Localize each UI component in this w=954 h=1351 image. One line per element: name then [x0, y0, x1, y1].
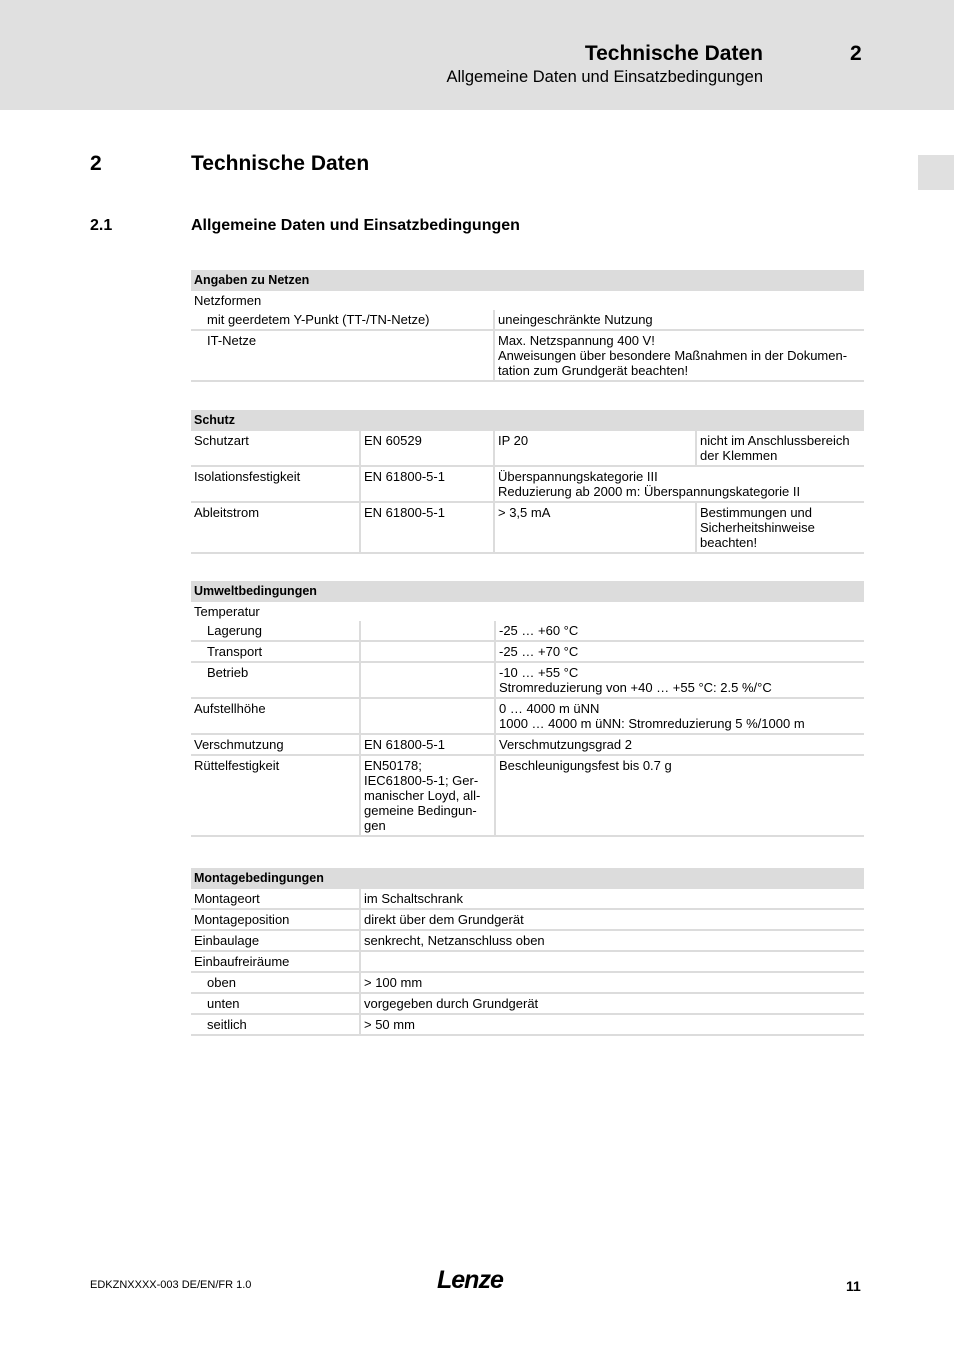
table-row: oben > 100 mm [191, 972, 864, 993]
table-row: unten vorgegeben durch Grundgerät [191, 993, 864, 1014]
section-title: Montagebedingungen [191, 868, 864, 889]
section-title: Angaben zu Netzen [191, 270, 864, 291]
table-row: Lagerung -25 … +60 °C [191, 621, 864, 641]
section-title: Schutz [191, 410, 864, 431]
table-row: Aufstellhöhe 0 … 4000 m üNN 1000 … 4000 m üNN: Stromreduzierung 5 %/1000 m [191, 698, 864, 734]
section-title: Umweltbedingungen [191, 581, 864, 602]
table-row: Montageort im Schaltschrank [191, 889, 864, 909]
table-row: mit geerdetem Y-Punkt (TT-/TN-Netze) uneingeschränkte Nutzung [191, 310, 864, 330]
chapter-side-tab [918, 155, 954, 190]
group-label: Netzformen [194, 293, 262, 308]
table-row: Rüttelfestigkeit EN50178; IEC61800-5-1; Ger- manischer Loyd, all- gemeine Bedingun- gen Beschleunigungsfest bis 0.7 g [191, 755, 864, 836]
table-umwelt [191, 581, 864, 837]
table-netze [191, 270, 864, 382]
heading1-title: Technische Daten [191, 152, 370, 175]
table-row: Betrieb -10 … +55 °C Stromreduzierung von +40 … +55 °C: 2.5 %/°C [191, 662, 864, 698]
page-number: 11 [846, 1278, 861, 1294]
lenze-logo: Lenze [437, 1266, 503, 1294]
table-schutz [191, 410, 864, 554]
footer-document-id: EDKZNXXXX-003 DE/EN/FR 1.0 [90, 1279, 252, 1291]
table-row: Isolationsfestigkeit EN 61800-5-1 Überspannungskategorie III Reduzierung ab 2000 m: Überspannungskategorie II [191, 466, 864, 502]
table-row: IT-Netze Max. Netzspannung 400 V! Anweisungen über besondere Maßnahmen in der Dokumen- tation zum Grundgerät beachten! [191, 330, 864, 381]
table-montage [191, 868, 864, 1036]
heading2-title: Allgemeine Daten und Einsatzbedingungen [191, 217, 520, 234]
heading1-number: 2 [90, 152, 102, 175]
page-header [0, 0, 954, 110]
table-row: seitlich > 50 mm [191, 1014, 864, 1035]
table-row: Ableitstrom EN 61800-5-1 > 3,5 mA Bestimmungen und Sicherheitshinweise beachten! [191, 502, 864, 553]
table-row: Verschmutzung EN 61800-5-1 Verschmutzungsgrad 2 [191, 734, 864, 755]
header-subtitle: Allgemeine Daten und Einsatzbedingungen [446, 68, 763, 86]
table-row: Schutzart EN 60529 IP 20 nicht im Anschlussbereich der Klemmen [191, 431, 864, 466]
table-row: Einbaufreiräume [191, 951, 864, 972]
table-row: Transport -25 … +70 °C [191, 641, 864, 662]
table-row: Einbaulage senkrecht, Netzanschluss oben [191, 930, 864, 951]
header-title: Technische Daten [584, 42, 763, 65]
group-label: Temperatur [194, 604, 260, 619]
header-chapter-number: 2 [850, 42, 862, 65]
table-row: Montageposition direkt über dem Grundgerät [191, 909, 864, 930]
heading2-number: 2.1 [90, 217, 113, 234]
